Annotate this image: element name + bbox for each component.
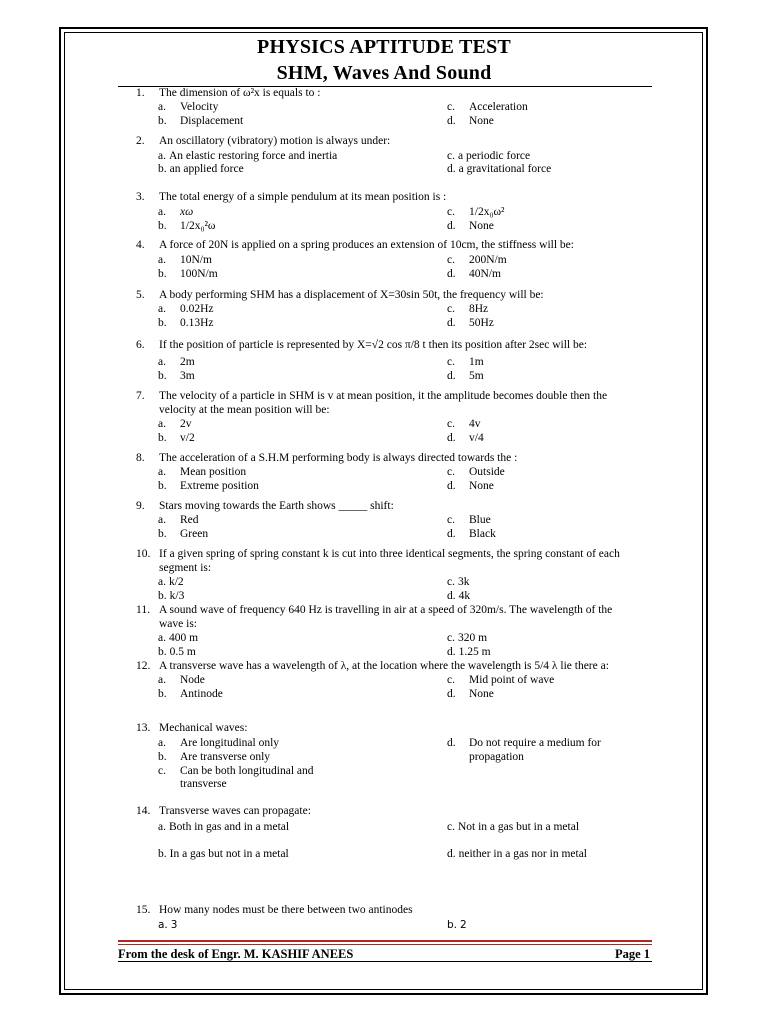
- option-letter: c.: [447, 632, 455, 644]
- option-letter: d.: [447, 220, 456, 232]
- option-text: Are longitudinal only: [180, 737, 280, 749]
- option-b: [158, 114, 243, 128]
- option-d: [447, 589, 470, 603]
- option-text: 320 m: [457, 632, 488, 644]
- option-text: 1m: [469, 356, 484, 368]
- option-text: Are transverse only: [180, 751, 271, 763]
- option-c: [447, 355, 484, 369]
- question-text: How many nodes must be there between two antinodes: [159, 904, 413, 916]
- option-b: [158, 431, 195, 445]
- option-text: 1/2x₀²ω: [180, 220, 216, 232]
- option-letter: c.: [447, 466, 455, 478]
- option-letter: c.: [447, 303, 455, 315]
- option-a: [158, 302, 214, 316]
- option-letter: b.: [158, 688, 167, 700]
- option-a: [158, 149, 337, 163]
- option-text: None: [469, 220, 494, 232]
- option-letter: d.: [447, 528, 456, 540]
- option-b: [158, 219, 215, 233]
- option-b: [158, 687, 223, 701]
- question-text: A sound wave of frequency 640 Hz is travelling in air at a speed of 320m/s. The wavelength of the: [159, 604, 613, 616]
- question-text: Stars moving towards the Earth shows _____ shift:: [159, 500, 394, 512]
- option-b: [158, 589, 184, 603]
- option-letter: b.: [158, 432, 167, 444]
- question-text: The dimension of ω²x is equals to :: [159, 87, 321, 99]
- option-d: [447, 162, 551, 176]
- option-a: [158, 355, 195, 369]
- option-text: v/4: [469, 432, 484, 444]
- option-text: a gravitational force: [458, 163, 552, 175]
- question-text: velocity at the mean position will be:: [159, 404, 330, 416]
- option-c: [447, 575, 469, 589]
- option-d: [447, 431, 484, 445]
- option-letter: a.: [158, 254, 166, 266]
- option-letter: d.: [447, 317, 456, 329]
- option-c: [447, 631, 487, 645]
- option-letter: b.: [158, 480, 167, 492]
- option-b: [158, 645, 196, 659]
- question-number: 15.: [136, 904, 151, 916]
- option-letter: a.: [158, 356, 166, 368]
- option-letter: b.: [158, 268, 167, 280]
- option-a: [158, 205, 193, 219]
- question-text: The velocity of a particle in SHM is v at mean position, it the amplitude becomes double then the: [159, 390, 608, 402]
- option-b: [158, 369, 195, 383]
- option-d: [447, 645, 491, 659]
- question-number: 8.: [136, 452, 145, 464]
- question-number: 13.: [136, 722, 151, 734]
- option-text: Can be both longitudinal and: [180, 765, 314, 777]
- option-letter: a.: [158, 919, 168, 931]
- option-d: [447, 527, 496, 541]
- question-number: 11.: [136, 604, 150, 616]
- option-letter: c.: [447, 356, 455, 368]
- option-text: 400 m: [168, 632, 199, 644]
- option-letter: a.: [158, 101, 166, 113]
- option-text: 0.13Hz: [180, 317, 214, 329]
- question-text: The acceleration of a S.H.M performing body is always directed towards the :: [159, 452, 518, 464]
- option-text: 3: [170, 919, 178, 931]
- footer-divider-thin: [118, 944, 652, 945]
- option-letter: c.: [447, 418, 455, 430]
- option-text: 10N/m: [180, 254, 212, 266]
- option-letter: c.: [447, 674, 455, 686]
- option-b: [158, 527, 208, 541]
- option-d: [447, 267, 501, 281]
- option-letter: c.: [447, 514, 455, 526]
- question-number: 10.: [136, 548, 151, 560]
- option-text: Blue: [469, 514, 491, 526]
- option-letter: d.: [447, 163, 456, 175]
- option-text: Displacement: [180, 115, 244, 127]
- option-a: [158, 820, 289, 834]
- question-number: 12.: [136, 660, 151, 672]
- question-number: 1.: [136, 87, 145, 99]
- option-c: [447, 302, 488, 316]
- option-c: [447, 253, 507, 267]
- option-text: An elastic restoring force and inertia: [168, 150, 338, 162]
- option-a: [158, 513, 199, 527]
- option-text: 1/2x₀ω²: [469, 206, 505, 218]
- option-letter: c.: [447, 821, 455, 833]
- option-a: [158, 631, 198, 645]
- option-b: [158, 267, 218, 281]
- question-text: segment is:: [159, 562, 212, 574]
- option-text: Both in gas and in a metal: [168, 821, 290, 833]
- question-text: wave is:: [159, 618, 198, 630]
- option-a: [158, 575, 184, 589]
- question-number: 6.: [136, 339, 145, 351]
- option-b: [158, 750, 270, 764]
- option-letter: d.: [447, 646, 456, 658]
- option-text: Green: [180, 528, 209, 540]
- option-text: 0.5 m: [169, 646, 196, 658]
- option-letter: d.: [447, 737, 456, 749]
- option-text: transverse: [180, 778, 227, 790]
- option-letter: b.: [158, 317, 167, 329]
- option-text: k/3: [169, 590, 185, 602]
- option-letter: b.: [158, 115, 167, 127]
- option-c: [447, 205, 504, 219]
- option-c: [447, 820, 579, 834]
- option-text: 4k: [458, 590, 471, 602]
- option-text: 2: [460, 919, 467, 931]
- option-letter: b.: [158, 163, 167, 175]
- option-text: In a gas but not in a metal: [169, 848, 289, 860]
- option-c: [447, 513, 491, 527]
- option-letter: b.: [447, 919, 458, 931]
- option-a: [158, 417, 192, 431]
- option-text: 40N/m: [469, 268, 501, 280]
- option-text: 3k: [457, 576, 470, 588]
- option-d-continued: [447, 750, 524, 764]
- option-text: v/2: [180, 432, 195, 444]
- option-b: [158, 316, 214, 330]
- option-b: [158, 847, 289, 861]
- option-letter: d.: [447, 590, 456, 602]
- option-b: [158, 162, 244, 176]
- question-text: If a given spring of spring constant k is cut into three identical segments, the spring constant of each: [159, 548, 620, 560]
- option-b: [447, 918, 467, 932]
- option-c: [447, 417, 481, 431]
- option-letter: b.: [158, 370, 167, 382]
- option-letter: a.: [158, 514, 166, 526]
- question-text: Transverse waves can propagate:: [159, 805, 311, 817]
- option-letter: a.: [158, 150, 166, 162]
- option-text: Node: [180, 674, 205, 686]
- option-letter: d.: [447, 268, 456, 280]
- option-letter: a.: [158, 632, 166, 644]
- option-text: Antinode: [180, 688, 223, 700]
- option-letter: d.: [447, 432, 456, 444]
- option-text: xω: [180, 206, 194, 218]
- option-letter: b.: [158, 220, 167, 232]
- question-text: A force of 20N is applied on a spring produces an extension of 10cm, the stiffness will be:: [159, 239, 574, 251]
- option-letter: d.: [447, 688, 456, 700]
- option-letter: a.: [158, 576, 166, 588]
- option-letter: b.: [158, 646, 167, 658]
- option-letter: c.: [447, 101, 455, 113]
- option-c: [447, 673, 554, 687]
- option-text: Mid point of wave: [469, 674, 555, 686]
- option-text: 8Hz: [469, 303, 489, 315]
- option-d: [447, 114, 494, 128]
- option-c: [447, 465, 505, 479]
- option-text: 50Hz: [469, 317, 494, 329]
- question-text: A body performing SHM has a displacement of X=30sin 50t, the frequency will be:: [159, 289, 544, 301]
- option-letter: d.: [447, 480, 456, 492]
- option-letter: c.: [447, 150, 455, 162]
- option-letter: a.: [158, 821, 166, 833]
- option-text: Mean position: [180, 466, 247, 478]
- option-a: [158, 253, 212, 267]
- option-text: Not in a gas but in a metal: [457, 821, 580, 833]
- option-text: 4v: [469, 418, 481, 430]
- question-text: Mechanical waves:: [159, 722, 248, 734]
- question-number: 5.: [136, 289, 145, 301]
- question-number: 3.: [136, 191, 145, 203]
- option-d: [447, 316, 494, 330]
- option-letter: d.: [447, 115, 456, 127]
- option-text: k/2: [168, 576, 184, 588]
- question-number: 7.: [136, 390, 145, 402]
- option-text: Red: [180, 514, 199, 526]
- option-text: 5m: [469, 370, 484, 382]
- footer-author: From the desk of Engr. M. KASHIF ANEES: [118, 947, 354, 961]
- option-text: 200N/m: [469, 254, 507, 266]
- page-subtitle: SHM, Waves And Sound: [276, 62, 492, 84]
- option-b: [158, 479, 259, 493]
- option-d: [447, 736, 601, 750]
- option-a: [158, 673, 205, 687]
- option-c: [447, 149, 530, 163]
- question-number: 2.: [136, 135, 145, 147]
- question-number: 14.: [136, 805, 151, 817]
- option-letter: c.: [447, 576, 455, 588]
- question-text: The total energy of a simple pendulum at its mean position is :: [159, 191, 447, 203]
- option-letter: b.: [158, 528, 167, 540]
- page-title: PHYSICS APTITUDE TEST: [257, 36, 511, 58]
- option-letter: a.: [158, 466, 166, 478]
- option-text: Extreme position: [180, 480, 259, 492]
- option-letter: d.: [447, 848, 456, 860]
- option-d: [447, 687, 494, 701]
- option-text: Velocity: [180, 101, 219, 113]
- option-letter: a.: [158, 674, 166, 686]
- option-text: a periodic force: [457, 150, 531, 162]
- option-letter: b.: [158, 848, 167, 860]
- option-c-continued: [158, 777, 227, 791]
- option-a: [158, 100, 218, 114]
- option-a: [158, 918, 177, 932]
- option-text: Black: [469, 528, 496, 540]
- footer-underline: [118, 961, 652, 962]
- option-text: 1.25 m: [458, 646, 491, 658]
- option-letter: a.: [158, 418, 166, 430]
- option-letter: c.: [447, 206, 455, 218]
- option-text: neither in a gas nor in metal: [458, 848, 588, 860]
- question-text: A transverse wave has a wavelength of λ, at the location where the wavelength is 5/4 λ lie there a:: [159, 660, 609, 672]
- option-text: 0.02Hz: [180, 303, 214, 315]
- option-text: 100N/m: [180, 268, 218, 280]
- option-d: [447, 479, 494, 493]
- option-text: Do not require a medium for: [469, 737, 601, 749]
- question-text: If the position of particle is represented by X=√2 cos π/8 t then its position after 2sec will be:: [159, 339, 588, 351]
- option-letter: a.: [158, 206, 166, 218]
- option-text: 3m: [180, 370, 195, 382]
- option-text: an applied force: [169, 163, 244, 175]
- option-a: [158, 465, 246, 479]
- option-text: None: [469, 115, 494, 127]
- option-letter: a.: [158, 303, 166, 315]
- option-letter: c.: [158, 765, 166, 777]
- option-letter: d.: [447, 370, 456, 382]
- option-d: [447, 369, 484, 383]
- option-text: propagation: [469, 751, 524, 763]
- footer-page-number: Page 1: [614, 947, 650, 961]
- question-number: 4.: [136, 239, 145, 251]
- option-letter: b.: [158, 590, 167, 602]
- option-text: Acceleration: [469, 101, 528, 113]
- option-c: [158, 764, 314, 778]
- footer-divider: [118, 940, 652, 942]
- option-letter: a.: [158, 737, 166, 749]
- option-d: [447, 219, 494, 233]
- option-text: Outside: [469, 466, 505, 478]
- option-text: None: [469, 480, 494, 492]
- question-text: An oscillatory (vibratory) motion is always under:: [159, 135, 391, 147]
- option-text: None: [469, 688, 494, 700]
- option-d: [447, 847, 587, 861]
- option-c: [447, 100, 528, 114]
- option-text: 2m: [180, 356, 195, 368]
- question-number: 9.: [136, 500, 145, 512]
- option-text: 2v: [180, 418, 192, 430]
- option-letter: b.: [158, 751, 167, 763]
- option-letter: c.: [447, 254, 455, 266]
- option-a: [158, 736, 279, 750]
